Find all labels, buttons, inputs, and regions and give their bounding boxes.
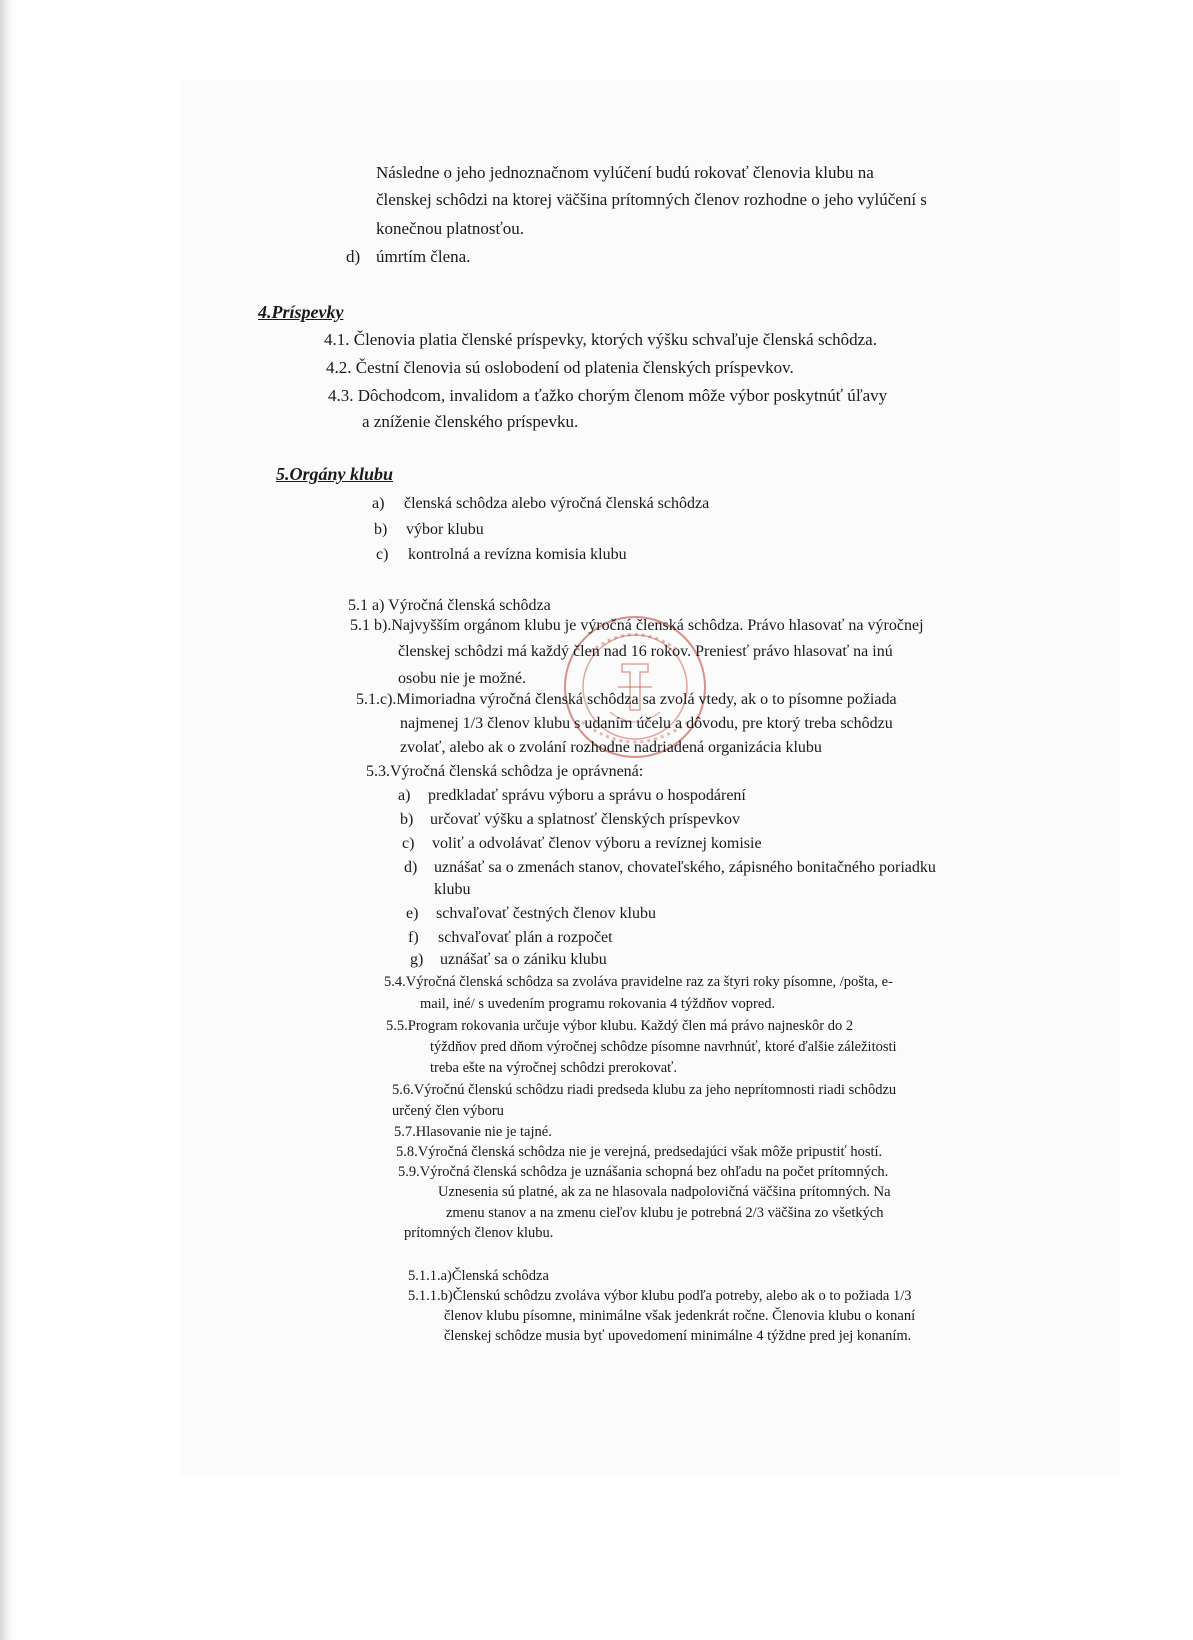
list-item: klubu <box>434 881 471 898</box>
text-line: 5.6.Výročnú členskú schôdzu riadi predseda klubu za jeho neprítomnosti riadi schôdzu <box>392 1082 897 1098</box>
list-marker: d) <box>404 859 418 876</box>
text-line: a zníženie členského príspevku. <box>362 412 579 431</box>
list-marker: c) <box>376 546 389 563</box>
list-marker: a) <box>398 787 411 804</box>
text-line: týždňov pred dňom výročnej schôdze písomne navrhnúť, ktoré ďalšie záležitosti <box>430 1039 897 1055</box>
list-marker: b) <box>400 811 414 828</box>
text-line: 5.5.Program rokovania určuje výbor klubu. Každý člen má právo najneskôr do 2 <box>386 1018 854 1034</box>
text-line: mail, iné/ s uvedením programu rokovania 4 týždňov vopred. <box>420 996 776 1012</box>
text-line: prítomných členov klubu. <box>404 1225 554 1241</box>
text-line: 5.1.1.a)Členská schôdza <box>408 1268 549 1284</box>
text-line: Následne o jeho jednoznačnom vylúčení budú rokovať členovia klubu na <box>376 163 874 182</box>
text-line: určený člen výboru <box>392 1103 504 1119</box>
list-item: predkladať správu výboru a správu o hospodárení <box>428 787 746 804</box>
text-line: 5.1.1.b)Členskú schôdzu zvoláva výbor klubu podľa potreby, alebo ak o to požiada 1/3 <box>408 1288 912 1304</box>
list-item: schvaľovať čestných členov klubu <box>436 905 656 922</box>
text-line: zvolať, alebo ak o zvolání rozhodne nadriadená organizácia klubu <box>400 739 822 756</box>
list-marker: a) <box>372 495 385 512</box>
section-heading: 5.Orgány klubu <box>276 464 394 484</box>
text-line: konečnou platnosťou. <box>376 219 524 238</box>
text-line: 5.8.Výročná členská schôdza nie je verejná, predsedajúci však môže pripustiť hostí. <box>396 1144 883 1160</box>
list-marker: d) <box>346 247 361 266</box>
list-item: uznášať sa o zániku klubu <box>440 951 607 968</box>
text-line: 5.4.Výročná členská schôdza sa zvoláva pravidelne raz za štyri roky písomne, /pošta, e- <box>384 974 893 990</box>
text-line: najmenej 1/3 členov klubu s udaním účelu a dôvodu, pre ktorý treba schôdzu <box>400 715 893 732</box>
list-item: voliť a odvolávať členov výboru a revíznej komisie <box>432 835 762 852</box>
text-line: 4.2. Čestní členovia sú oslobodení od platenia členských príspevkov. <box>326 358 794 377</box>
scanned-page <box>180 80 1120 1475</box>
text-line: treba ešte na výročnej schôdzi prerokovať. <box>430 1060 677 1076</box>
text-line: 5.1 a) Výročná členská schôdza <box>348 597 551 614</box>
text-line: členov klubu písomne, minimálne však jedenkrát ročne. Členovia klubu o konaní <box>444 1308 916 1324</box>
text-line: členskej schôdze musia byť upovedomení minimálne 4 týždne pred jej konaním. <box>444 1328 912 1344</box>
text-line: 4.3. Dôchodcom, invalidom a ťažko chorým členom môže výbor poskytnúť úľavy <box>328 386 888 405</box>
list-marker: f) <box>408 929 419 946</box>
list-marker: e) <box>406 905 419 922</box>
list-item: uznášať sa o zmenách stanov, chovateľského, zápisného bonitačného poriadku <box>434 859 936 876</box>
list-marker: b) <box>374 521 388 538</box>
text-line: zmenu stanov a na zmenu cieľov klubu je potrebná 2/3 väčšina zo všetkých <box>446 1205 884 1221</box>
list-marker: g) <box>410 951 424 968</box>
text-line: 4.1. Členovia platia členské príspevky, ktorých výšku schvaľuje členská schôdza. <box>324 330 877 349</box>
scan-edge <box>0 0 14 1640</box>
text-line: 5.9.Výročná členská schôdza je uznášania schopná bez ohľadu na počet prítomných. <box>398 1164 889 1180</box>
list-item: kontrolná a revízna komisia klubu <box>408 546 627 563</box>
list-item: členská schôdza alebo výročná členská schôdza <box>404 495 710 512</box>
list-marker: c) <box>402 835 415 852</box>
list-item: výbor klubu <box>406 521 484 538</box>
section-heading: 4.Príspevky <box>258 302 344 322</box>
text-line: 5.1 b).Najvyšším orgánom klubu je výročná členská schôdza. Právo hlasovať na výročnej <box>350 617 924 634</box>
text-line: členskej schôdzi má každý člen nad 16 rokov. Preniesť právo hlasovať na inú <box>398 643 893 660</box>
text-line: členskej schôdzi na ktorej väčšina prítomných členov rozhodne o jeho vylúčení s <box>376 190 927 209</box>
text-line: 5.7.Hlasovanie nie je tajné. <box>394 1124 552 1140</box>
list-item: schvaľovať plán a rozpočet <box>438 929 613 946</box>
list-item: určovať výšku a splatnosť členských príspevkov <box>430 811 741 828</box>
text-line: 5.3.Výročná členská schôdza je oprávnená: <box>366 763 644 780</box>
text-line: Uznesenia sú platné, ak za ne hlasovala nadpolovičná väčšina prítomných. Na <box>438 1184 891 1200</box>
list-item: úmrtím člena. <box>376 247 471 266</box>
text-line: osobu nie je možné. <box>398 670 526 687</box>
text-line: 5.1.c).Mimoriadna výročná členská schôdza sa zvolá vtedy, ak o to písomne požiada <box>356 691 897 708</box>
